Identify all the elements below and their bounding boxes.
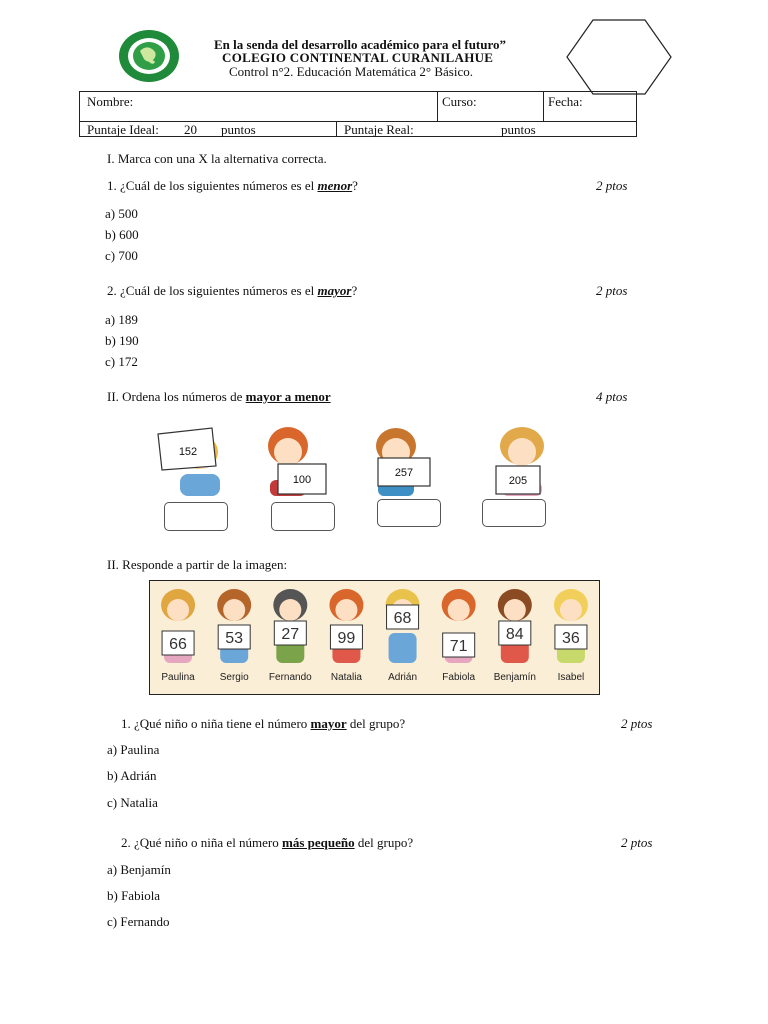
s1-q2-option-b[interactable]: b) 190	[105, 333, 139, 348]
kid-name: Adrián	[388, 672, 418, 683]
kid-2	[268, 427, 326, 496]
kid-face	[279, 599, 301, 621]
school-name: COLEGIO CONTINENTAL CURANILAHUE	[222, 50, 494, 65]
s1-q2-option-c[interactable]: c) 172	[105, 354, 138, 369]
s1-q2-points: 2 ptos	[596, 283, 628, 298]
kid-name: Benjamín	[493, 672, 536, 683]
s1-q2-option-a[interactable]: a) 189	[105, 312, 138, 327]
kid-number: 71	[449, 638, 468, 655]
s1-q1-option-c[interactable]: c) 700	[105, 248, 138, 263]
kid-number: 53	[225, 630, 244, 647]
score-hexagon	[565, 18, 673, 96]
kid-face	[223, 599, 245, 621]
order-answer-box-2[interactable]	[271, 502, 335, 531]
group-children-illustration	[150, 581, 599, 694]
kid-1	[158, 428, 220, 496]
kid-4	[496, 427, 544, 496]
kid-name: Natalia	[330, 672, 363, 683]
section3-title: II. Responde a partir de la imagen:	[107, 557, 288, 572]
s1-q1-points: 2 ptos	[596, 178, 628, 193]
real-score-label: Puntaje Real:	[344, 122, 414, 137]
s3-q1-keyword: mayor	[310, 716, 347, 731]
kid-face	[560, 599, 582, 621]
kid-number: 68	[393, 610, 412, 627]
kid-face	[335, 599, 357, 621]
ideal-score-label: Puntaje Ideal:	[87, 122, 159, 137]
section2-points: 4 ptos	[596, 389, 628, 404]
section2-keyword: mayor a menor	[245, 389, 331, 404]
group-kid-6	[442, 589, 476, 683]
group-picture-panel	[149, 580, 600, 695]
section2-title: II. Ordena los números de mayor a menor	[107, 389, 331, 404]
kid-face	[504, 599, 526, 621]
group-kid-3	[269, 589, 312, 683]
s1-q1-option-a[interactable]: a) 500	[105, 206, 138, 221]
s3-q2-text: 2. ¿Qué niño o niña el número más pequeño del grupo?	[121, 835, 414, 850]
s3-q1-option-c[interactable]: c) Natalia	[107, 795, 158, 810]
order-answer-box-1[interactable]	[164, 502, 228, 531]
order-answer-box-3[interactable]	[377, 499, 441, 527]
course-label: Curso:	[442, 94, 477, 109]
kid-number: 27	[281, 626, 300, 643]
kid-number: 66	[169, 636, 187, 653]
group-kid-8	[554, 589, 588, 683]
group-kid-2	[217, 589, 251, 683]
card-1-number: 152	[178, 446, 198, 458]
kid-name: Paulina	[161, 672, 195, 683]
kid-name: Fabiola	[442, 672, 476, 683]
group-kid-4	[329, 589, 363, 683]
exam-subtitle: Control n°2. Educación Matemática 2° Básico.	[229, 64, 473, 79]
student-info-table	[79, 91, 637, 137]
s3-q1-text: 1. ¿Qué niño o niña tiene el número mayor del grupo?	[121, 716, 406, 731]
date-label: Fecha:	[548, 94, 583, 109]
s3-q1-option-b[interactable]: b) Adrián	[107, 768, 157, 783]
order-answer-box-4[interactable]	[482, 499, 546, 527]
kid-number: 36	[562, 630, 580, 647]
group-kid-7	[494, 589, 536, 683]
s3-q1-option-a[interactable]: a) Paulina	[107, 742, 160, 757]
s1-q1-keyword: menor	[317, 178, 353, 193]
s1-q1-text: 1. ¿Cuál de los siguientes números es el menor?	[107, 178, 358, 193]
kid-body	[389, 633, 417, 663]
kid-name: Isabel	[557, 672, 585, 683]
card-2-number: 100	[292, 474, 312, 486]
ideal-score-value: 20	[184, 122, 197, 137]
s3-q2-option-a[interactable]: a) Benjamín	[107, 862, 171, 877]
card-4-number: 205	[508, 475, 528, 487]
s3-q2-keyword: más pequeño	[282, 835, 355, 850]
ordering-illustration	[150, 424, 570, 504]
school-motto: En la senda del desarrollo académico para el futuro”	[214, 37, 507, 52]
s3-q2-option-b[interactable]: b) Fabiola	[107, 888, 161, 903]
s1-q2-text: 2. ¿Cuál de los siguientes números es el mayor?	[107, 283, 358, 298]
s3-q2-points: 2 ptos	[621, 835, 653, 850]
ideal-score-unit: puntos	[221, 122, 256, 137]
name-label: Nombre:	[87, 94, 134, 109]
real-score-unit: puntos	[501, 122, 536, 137]
kid-number: 99	[337, 630, 356, 647]
group-kid-5	[386, 589, 420, 683]
card-3-number: 257	[394, 467, 414, 479]
s3-q1-points: 2 ptos	[621, 716, 653, 731]
s1-q2-keyword: mayor	[317, 283, 352, 298]
kid-name: Fernando	[268, 672, 312, 683]
school-logo	[118, 29, 180, 83]
kid-face	[167, 599, 189, 621]
s1-q1-option-b[interactable]: b) 600	[105, 227, 139, 242]
kid-face	[448, 599, 470, 621]
s3-q2-option-c[interactable]: c) Fernando	[107, 914, 170, 929]
kid-3	[376, 428, 430, 496]
section1-title: I. Marca con una X la alternativa correcta.	[107, 151, 327, 166]
kid-name: Sergio	[219, 672, 249, 683]
kid-number: 84	[505, 626, 524, 643]
group-kid-1	[161, 589, 195, 683]
